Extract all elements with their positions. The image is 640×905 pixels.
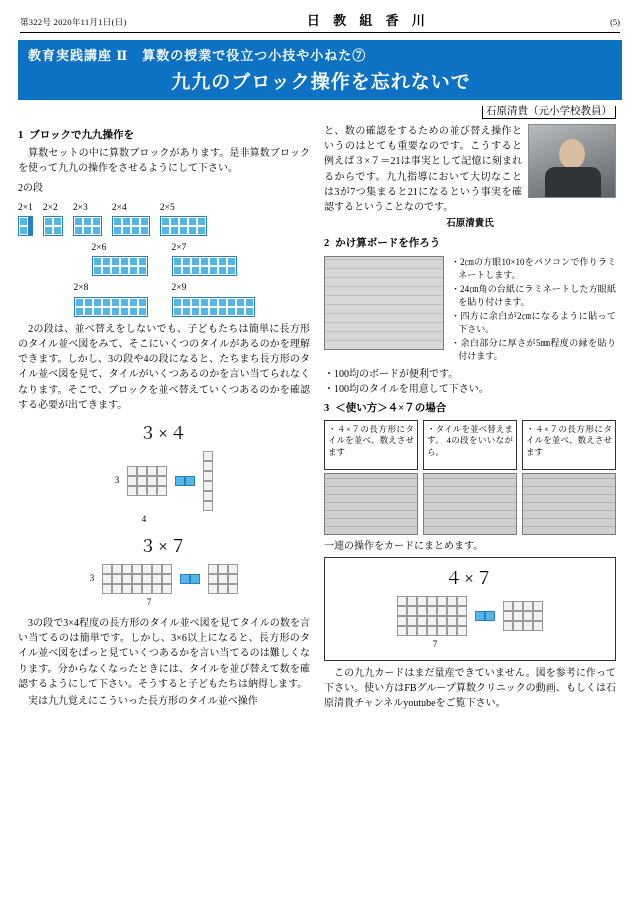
section-1-paragraph-1: 算数セットの中に算数ブロックがあります。是非算数ブロックを使って九九の操作をさせるようにして下さい。 — [18, 147, 310, 175]
block-label: 2×6 — [91, 242, 107, 253]
block-label: 2×3 — [72, 202, 88, 213]
figure-3x7-block — [208, 564, 238, 594]
board-notes — [324, 367, 616, 397]
author-photo-face — [559, 139, 585, 169]
block-label: 2×9 — [171, 283, 187, 294]
block-group-2x8 — [74, 281, 148, 316]
block-group-2x5 — [160, 201, 207, 236]
dan-label: 2の段 — [18, 183, 43, 195]
block-label: 2×4 — [111, 202, 127, 213]
figure-4x7-block — [503, 601, 543, 631]
columns — [18, 124, 622, 711]
block-figures — [18, 201, 310, 317]
block-grid — [92, 256, 148, 276]
instruction-card: ・４×７の長方形にタイルを並べ、数えさせます — [522, 420, 616, 470]
publication-title: 日 教 組 香 川 — [306, 13, 430, 28]
block-row-3 — [18, 281, 310, 316]
instruction-photo — [324, 473, 418, 535]
board-bullet: ・四方に余白が2㎝になるように貼って下さい。 — [451, 310, 616, 334]
instruction-card-row — [324, 420, 616, 470]
block-group-2x9 — [172, 281, 255, 316]
block-grid — [112, 216, 150, 236]
section-1-heading — [18, 128, 310, 144]
block-label: 2×7 — [171, 242, 187, 253]
masthead — [18, 10, 622, 32]
block-group-2x4 — [112, 201, 150, 236]
figure-3x7-blue-tiles — [180, 574, 200, 584]
closing-paragraph: この九九カードはまだ量産できていません。図を参考に作って下さい。使い方はFBグループ算数クリニックの動画、もしくは石原清貴チャンネルyoutubeをご覧下さい。 — [324, 667, 616, 709]
block-label: 2×1 — [18, 202, 33, 213]
figure-3x4-grid — [127, 466, 167, 496]
banner-series-title: 教育実践講座 Ⅱ 算数の授業で役立つ小技や小ねた⑦ — [28, 48, 367, 63]
block-group-2x3 — [73, 201, 102, 236]
byline — [18, 103, 616, 118]
block-grid — [73, 216, 102, 236]
section-3-heading — [324, 401, 616, 417]
left-column — [18, 124, 310, 711]
figure-3x7 — [18, 564, 310, 594]
card-note: 一連の操作をカードにまとめます。 — [324, 540, 484, 552]
figure-4x7-blue-tiles — [475, 611, 495, 621]
block-grid — [43, 216, 63, 236]
board-photo — [324, 256, 444, 350]
board-note: ・100均のボードが便利です。 — [324, 368, 459, 380]
block-group-2x7 — [172, 241, 237, 276]
section-1-number: 1 — [18, 130, 24, 141]
author-photo-caption: 石原清貴氏 — [446, 219, 494, 230]
board-bullet: ・24㎝角の台紙にラミネートした方眼紙を貼り付けます。 — [451, 283, 616, 307]
banner-article-title: 九九のブロック操作を忘れないで — [171, 72, 471, 93]
section-1-title: ブロックで九九操作を — [29, 130, 135, 141]
block-label: 2×5 — [159, 202, 175, 213]
author-photo — [528, 124, 616, 198]
figure-3x7-side-label: 3 — [89, 573, 95, 584]
figure-4x7 — [331, 596, 609, 636]
section-3-number: 3 — [324, 402, 330, 414]
figure-4x7-under-label: 7 — [432, 638, 438, 649]
block-row-1 — [18, 201, 310, 236]
section-3-title: ＜使い方＞４×７の場合 — [335, 402, 447, 414]
block-group-2x1 — [18, 201, 33, 236]
summary-card — [324, 557, 616, 661]
figure-3x4-column — [203, 451, 213, 511]
left-paragraph-4: 実は九九覚えにこういった長方形のタイル並べ操作 — [18, 695, 258, 707]
masthead-divider — [20, 32, 620, 33]
figure-3x4-under-label: 4 — [141, 513, 147, 524]
figure-3x4-title: ３×４ — [139, 423, 189, 443]
figure-3x4-side-label: 3 — [114, 474, 120, 485]
figure-3x4-blue-tiles — [175, 476, 195, 486]
section-2-number: 2 — [324, 237, 330, 249]
block-label: 2×8 — [73, 283, 89, 294]
block-grid — [160, 216, 207, 236]
figure-3x7-grid — [102, 564, 172, 594]
block-grid — [172, 297, 255, 317]
block-grid — [74, 297, 148, 317]
instruction-card: ・４×７の長方形にタイルを並べ、数えさせます — [324, 420, 418, 470]
section-2-heading — [324, 236, 616, 252]
section-1-paragraph-2: 2の段は、並べ替えをしないでも、子どもたちは簡単に長方形のタイル並べ図をみて、そこにいくつのタイルがあるのかを理解できます。しかし、3の段や4の段になると、たちまち長方形のタイル並べ図を見て、タイルがいくつあるのかを言い当てられなくなります。そこで、ブロックを並べ替えていくつあるのかを確認する必要が出てきます。 — [18, 323, 310, 411]
figure-3x7-title: ３×７ — [139, 537, 189, 557]
instruction-photo — [423, 473, 517, 535]
block-row-2 — [18, 241, 310, 276]
figure-3x7-under-label: 7 — [146, 597, 152, 608]
block-group-2x2 — [43, 201, 63, 236]
block-grid — [18, 216, 33, 236]
board-figure-row — [324, 256, 616, 364]
instruction-card: ・タイルを並べ替えます。 4の段をいいながら。 — [423, 420, 517, 470]
block-label: 2×2 — [42, 202, 58, 213]
figure-3x4 — [18, 451, 310, 511]
board-bullet: ・余白部分に厚さが5㎜程度の縁を貼り付けます。 — [451, 337, 616, 361]
board-note: ・100均のタイルを用意して下さい。 — [324, 383, 489, 395]
author-photo-body — [545, 167, 601, 198]
issue-info: 第322号 2020年11月1日(日) — [20, 17, 127, 27]
block-grid — [172, 256, 237, 276]
byline-text: 石原清貴（元小学校教員） — [482, 106, 616, 119]
figure-4x7-grid — [397, 596, 467, 636]
right-column — [324, 124, 616, 711]
right-paragraph-1: と、数の確認をするための並び替え操作というのはとても重要なのです。こうすると例えば３×７＝21は事実として記憶に刻まれるからです。九九指導において大切なことは3が7つ集まると21になるという事実を確認するということなのです。 — [324, 126, 522, 213]
block-group-2x6 — [92, 241, 148, 276]
left-paragraph-3: 3の段で3×4程度の長方形のタイル並べ図を見てタイルの数を言い当てるのは簡単です。しかし、3×6以上になると、長方形のタイル並べ図をぱっと見ていくつあるかを言い当てるのは難しくなります。分からなくなったときには、タイルを並び替えて数を確認するようにして下さい。そうすると子どもたちは納得します。 — [18, 617, 310, 690]
board-bullet-list — [451, 256, 616, 364]
figure-4x7-title: ４×７ — [445, 569, 495, 589]
page-number: (5) — [610, 17, 620, 27]
instruction-photo — [522, 473, 616, 535]
board-bullet: ・2㎝の方眼10×10をパソコンで作りラミネートします。 — [451, 256, 616, 280]
article-banner — [18, 40, 622, 100]
instruction-photo-row — [324, 473, 616, 535]
section-2-title: かけ算ボードを作ろう — [335, 237, 441, 249]
